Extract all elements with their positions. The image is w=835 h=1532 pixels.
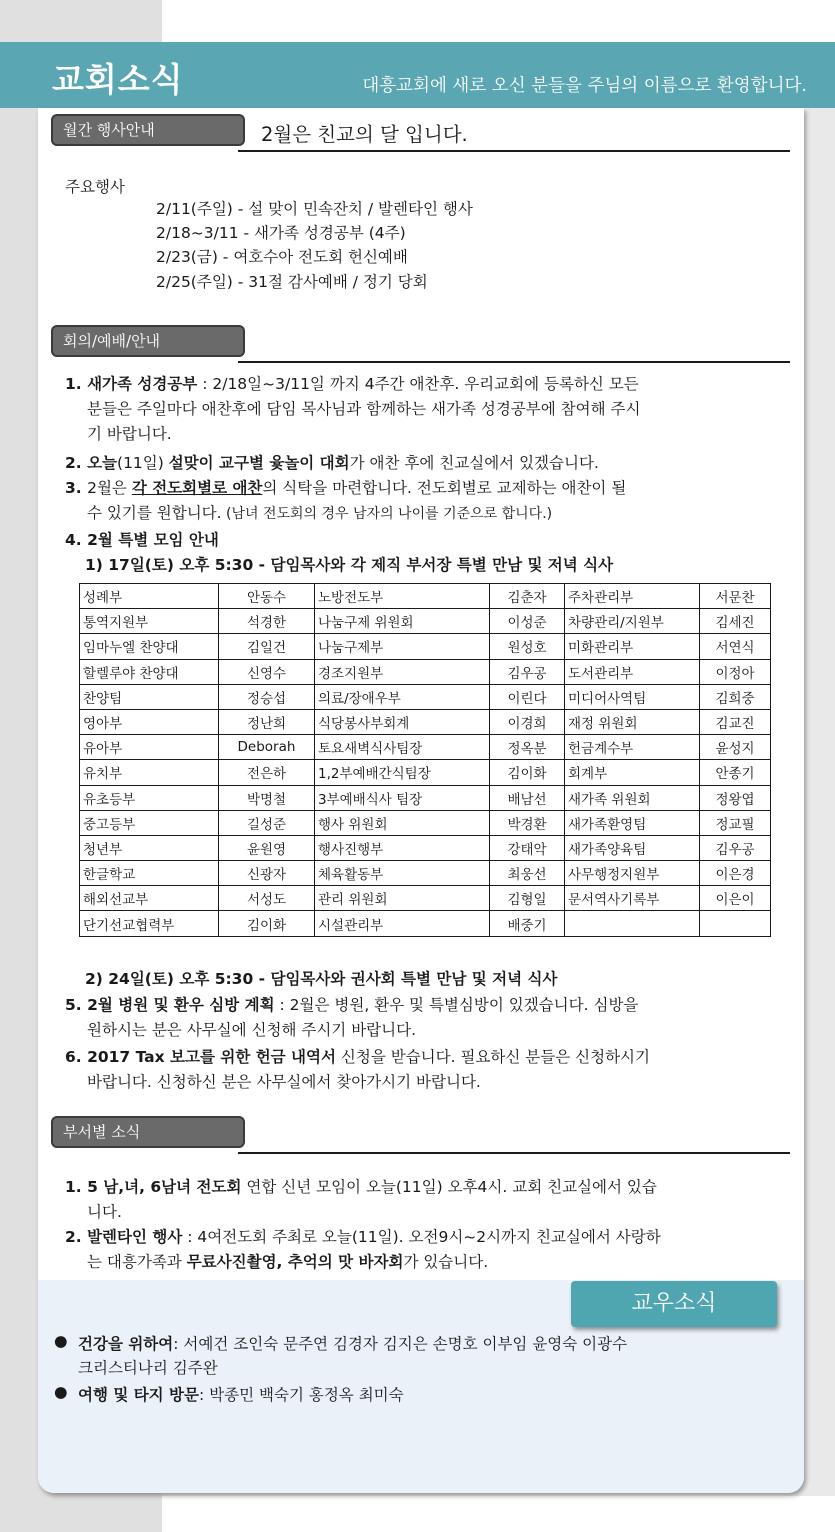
item-heading: 여행 및 타지 방문 bbox=[78, 1386, 200, 1404]
meeting-item-4-sub1: 1) 17일(토) 오후 5:30 - 담임목사와 각 제직 부서장 특별 만남 및 저녁 식사 bbox=[85, 556, 614, 574]
department-cell: 토요새벽식사팀장 bbox=[315, 735, 490, 760]
department-cell: 새가족환영팀 bbox=[565, 810, 700, 835]
meeting-item-6-line2: 바랍니다. 신청하신 분은 사무실에서 찾아가시기 바랍니다. bbox=[87, 1073, 481, 1091]
dept-item-2 bbox=[65, 1225, 661, 1247]
leader-cell: 정교필 bbox=[700, 810, 771, 835]
item-text: 연합 신년 모임이 오늘(11일) 오후4시. 교회 친교실에서 있습 bbox=[241, 1178, 657, 1196]
leader-cell: 김일건 bbox=[219, 634, 315, 659]
department-cell: 나눔구제 위원회 bbox=[315, 609, 490, 634]
members-health-line2: 크리스티나리 김주완 bbox=[78, 1359, 218, 1377]
meeting-item-1-line2: 분들은 주일마다 애찬후에 담임 목사님과 함께하는 새가족 성경공부에 참여해 주시 bbox=[87, 400, 641, 418]
table-row bbox=[80, 634, 771, 659]
department-cell: 유초등부 bbox=[80, 785, 219, 810]
department-cell: 새가족 위원회 bbox=[565, 785, 700, 810]
leader-cell: 이경희 bbox=[490, 709, 565, 734]
members-news-tab: 교우소식 bbox=[571, 1281, 777, 1327]
leader-cell: 김이화 bbox=[490, 760, 565, 785]
leader-cell: 정난희 bbox=[219, 709, 315, 734]
bottom-margin bbox=[162, 1496, 835, 1532]
item-text: : 4여전도회 주최로 오늘(11일). 오전9시~2시까지 친교실에서 사랑하 bbox=[182, 1228, 661, 1246]
item-heading: 건강을 위하여 bbox=[78, 1335, 174, 1353]
item-text: (11일) bbox=[117, 454, 169, 472]
item-note: (남녀 전도회의 경우 남자의 나이를 기준으로 합니다.) bbox=[221, 506, 553, 522]
department-cell: 관리 위원회 bbox=[315, 886, 490, 911]
event-item: 2/18~3/11 - 새가족 성경공부 (4주) bbox=[156, 224, 406, 242]
dept-item-2-line2 bbox=[87, 1250, 488, 1272]
department-cell: 사무행정지원부 bbox=[565, 861, 700, 886]
item-text: 가 애찬 후에 친교실에서 있겠습니다. bbox=[349, 454, 599, 472]
leader-cell: 김우공 bbox=[700, 835, 771, 860]
leader-cell: 이은경 bbox=[700, 861, 771, 886]
department-cell bbox=[565, 911, 700, 936]
section-label-departments: 부서별 소식 bbox=[51, 1116, 245, 1148]
item-heading: 1. 새가족 성경공부 bbox=[65, 375, 198, 393]
leader-cell: 김우공 bbox=[490, 659, 565, 684]
department-cell: 나눔구제부 bbox=[315, 634, 490, 659]
leader-cell: 길성준 bbox=[219, 810, 315, 835]
leader-cell: 정옥분 bbox=[490, 735, 565, 760]
item-heading: 설맞이 교구별 윷놀이 대회 bbox=[168, 454, 350, 472]
department-cell: 주차관리부 bbox=[565, 584, 700, 609]
department-cell: 임마누엘 찬양대 bbox=[80, 634, 219, 659]
department-cell: 미디어사역팀 bbox=[565, 684, 700, 709]
section-divider bbox=[238, 150, 790, 152]
event-item: 2/11(주일) - 설 맞이 민속잔치 / 발렌타인 행사 bbox=[156, 200, 473, 218]
department-cell: 행사진행부 bbox=[315, 835, 490, 860]
monthly-headline: 2월은 친교의 달 입니다. bbox=[261, 123, 468, 146]
page-subtitle: 대흥교회에 새로 오신 분들을 주님의 이름으로 환영합니다. bbox=[362, 76, 807, 96]
item-text: : 2/18일~3/11일 까지 4주간 애찬후. 우리교회에 등록하신 모든 bbox=[197, 375, 639, 393]
department-cell: 시설관리부 bbox=[315, 911, 490, 936]
item-heading: 각 전도회별로 애찬 bbox=[131, 479, 263, 497]
leader-cell: 강태악 bbox=[490, 835, 565, 860]
department-cell: 차량관리/지원부 bbox=[565, 609, 700, 634]
section-label-meetings: 회의/예배/안내 bbox=[51, 325, 245, 357]
table-row bbox=[80, 735, 771, 760]
dept-item-1-line2: 니다. bbox=[87, 1203, 122, 1221]
department-cell: 영아부 bbox=[80, 709, 219, 734]
item-number: 3. bbox=[65, 479, 88, 497]
leader-cell: 서성도 bbox=[219, 886, 315, 911]
dept-item-1 bbox=[65, 1175, 657, 1197]
department-cell: 해외선교부 bbox=[80, 886, 219, 911]
item-text: 신청을 받습니다. 필요하신 분들은 신청하시기 bbox=[335, 1048, 651, 1066]
department-cell: 문서역사기록부 bbox=[565, 886, 700, 911]
staff-table bbox=[79, 583, 771, 937]
page-title: 교회소식 bbox=[52, 60, 184, 99]
meeting-item-3-line2 bbox=[87, 501, 552, 523]
leader-cell: 박경환 bbox=[490, 810, 565, 835]
item-text: : 박종민 백숙기 홍정옥 최미숙 bbox=[199, 1386, 404, 1404]
department-cell: 한글학교 bbox=[80, 861, 219, 886]
item-text: 수 있기를 원합니다. bbox=[87, 504, 222, 522]
item-heading: 5. 2월 병원 및 환우 심방 계획 bbox=[65, 996, 275, 1014]
table-row bbox=[80, 760, 771, 785]
table-row bbox=[80, 835, 771, 860]
item-text: 는 대흥가족과 bbox=[87, 1253, 187, 1271]
department-cell: 찬양팀 bbox=[80, 684, 219, 709]
leader-cell: Deborah bbox=[219, 735, 315, 760]
table-row bbox=[80, 684, 771, 709]
leader-cell: 윤원영 bbox=[219, 835, 315, 860]
table-row bbox=[80, 709, 771, 734]
leader-cell: 석경한 bbox=[219, 609, 315, 634]
leader-cell: 최웅선 bbox=[490, 861, 565, 886]
leader-cell: 이린다 bbox=[490, 684, 565, 709]
department-cell: 회계부 bbox=[565, 760, 700, 785]
leader-cell: 서문찬 bbox=[700, 584, 771, 609]
item-heading: 6. 2017 Tax 보고를 위한 헌금 내역서 bbox=[65, 1048, 336, 1066]
department-cell: 의료/장애우부 bbox=[315, 684, 490, 709]
meeting-item-6 bbox=[65, 1045, 650, 1067]
item-heading: 1. 5 남,녀, 6남녀 전도회 bbox=[65, 1178, 242, 1196]
leader-cell: 김이화 bbox=[219, 911, 315, 936]
department-cell: 행사 위원회 bbox=[315, 810, 490, 835]
event-item: 2/25(주일) - 31절 감사예배 / 정기 당회 bbox=[156, 273, 428, 291]
item-heading: 2. 발렌타인 행사 bbox=[65, 1228, 183, 1246]
leader-cell: 김형일 bbox=[490, 886, 565, 911]
meeting-item-1 bbox=[65, 372, 639, 394]
leader-cell: 김희중 bbox=[700, 684, 771, 709]
members-travel bbox=[78, 1383, 404, 1405]
leader-cell: 전은하 bbox=[219, 760, 315, 785]
table-row bbox=[80, 609, 771, 634]
item-text: 가 있습니다. bbox=[403, 1253, 489, 1271]
department-cell: 새가족양육팀 bbox=[565, 835, 700, 860]
item-text: : 서예건 조인숙 문주연 김경자 김지은 손명호 이부임 윤영숙 이광수 bbox=[173, 1335, 628, 1353]
leader-cell bbox=[700, 911, 771, 936]
leader-cell: 김춘자 bbox=[490, 584, 565, 609]
members-health bbox=[78, 1332, 627, 1354]
leader-cell: 이은이 bbox=[700, 886, 771, 911]
section-divider bbox=[238, 1152, 790, 1154]
leader-cell: 김교진 bbox=[700, 709, 771, 734]
leader-cell: 윤성지 bbox=[700, 735, 771, 760]
item-text: 의 식탁을 마련합니다. 전도회별로 교제하는 애찬이 될 bbox=[262, 479, 627, 497]
leader-cell: 이정아 bbox=[700, 659, 771, 684]
bullet-icon: ● bbox=[54, 1383, 68, 1401]
department-cell: 헌금계수부 bbox=[565, 735, 700, 760]
top-margin bbox=[162, 0, 835, 42]
department-cell: 유치부 bbox=[80, 760, 219, 785]
leader-cell: 정왕엽 bbox=[700, 785, 771, 810]
department-cell: 식당봉사부회계 bbox=[315, 709, 490, 734]
department-cell: 도서관리부 bbox=[565, 659, 700, 684]
department-cell: 통역지원부 bbox=[80, 609, 219, 634]
section-label-monthly: 월간 행사안내 bbox=[51, 114, 245, 146]
table-row bbox=[80, 785, 771, 810]
item-text: : 2월은 병원, 환우 및 특별심방이 있겠습니다. 심방을 bbox=[274, 996, 639, 1014]
leader-cell: 배남선 bbox=[490, 785, 565, 810]
department-cell: 할렐루야 찬양대 bbox=[80, 659, 219, 684]
department-cell: 유아부 bbox=[80, 735, 219, 760]
leader-cell: 김세진 bbox=[700, 609, 771, 634]
table-row bbox=[80, 911, 771, 936]
department-cell: 중고등부 bbox=[80, 810, 219, 835]
department-cell: 노방전도부 bbox=[315, 584, 490, 609]
item-number: 2. 오늘 bbox=[65, 454, 118, 472]
meeting-item-5-line2: 원하시는 분은 사무실에 신청해 주시기 바랍니다. bbox=[87, 1021, 417, 1039]
meeting-item-1-line3: 기 바랍니다. bbox=[87, 425, 172, 443]
leader-cell: 원성호 bbox=[490, 634, 565, 659]
meeting-item-5 bbox=[65, 993, 638, 1015]
item-text: 2월은 bbox=[87, 479, 132, 497]
table-row bbox=[80, 861, 771, 886]
table-row bbox=[80, 810, 771, 835]
leader-cell: 정승섭 bbox=[219, 684, 315, 709]
meeting-item-3 bbox=[65, 476, 626, 498]
table-row bbox=[80, 584, 771, 609]
meeting-item-4: 4. 2월 특별 모임 안내 bbox=[65, 531, 219, 549]
department-cell: 3부예배식사 팀장 bbox=[315, 785, 490, 810]
section-divider bbox=[238, 361, 790, 363]
department-cell: 성례부 bbox=[80, 584, 219, 609]
table-row bbox=[80, 886, 771, 911]
department-cell: 미화관리부 bbox=[565, 634, 700, 659]
department-cell: 청년부 bbox=[80, 835, 219, 860]
leader-cell: 이성준 bbox=[490, 609, 565, 634]
department-cell: 1,2부예배간식팀장 bbox=[315, 760, 490, 785]
leader-cell: 신광자 bbox=[219, 861, 315, 886]
department-cell: 단기선교협력부 bbox=[80, 911, 219, 936]
events-title: 주요행사 bbox=[65, 178, 125, 196]
table-row bbox=[80, 659, 771, 684]
leader-cell: 배중기 bbox=[490, 911, 565, 936]
leader-cell: 신영수 bbox=[219, 659, 315, 684]
meeting-item-2 bbox=[65, 451, 599, 473]
department-cell: 체육활동부 bbox=[315, 861, 490, 886]
department-cell: 재정 위원회 bbox=[565, 709, 700, 734]
leader-cell: 박명철 bbox=[219, 785, 315, 810]
leader-cell: 서연식 bbox=[700, 634, 771, 659]
leader-cell: 안동수 bbox=[219, 584, 315, 609]
item-heading: 무료사진촬영, 추억의 맛 바자회 bbox=[186, 1253, 404, 1271]
bullet-icon: ● bbox=[54, 1332, 68, 1350]
meeting-item-4-sub2: 2) 24일(토) 오후 5:30 - 담임목사와 권사회 특별 만남 및 저녁 식사 bbox=[85, 970, 558, 988]
department-cell: 경조지원부 bbox=[315, 659, 490, 684]
leader-cell: 안종기 bbox=[700, 760, 771, 785]
content-panel bbox=[38, 108, 804, 1493]
event-item: 2/23(금) - 여호수아 전도회 헌신예배 bbox=[156, 248, 408, 266]
